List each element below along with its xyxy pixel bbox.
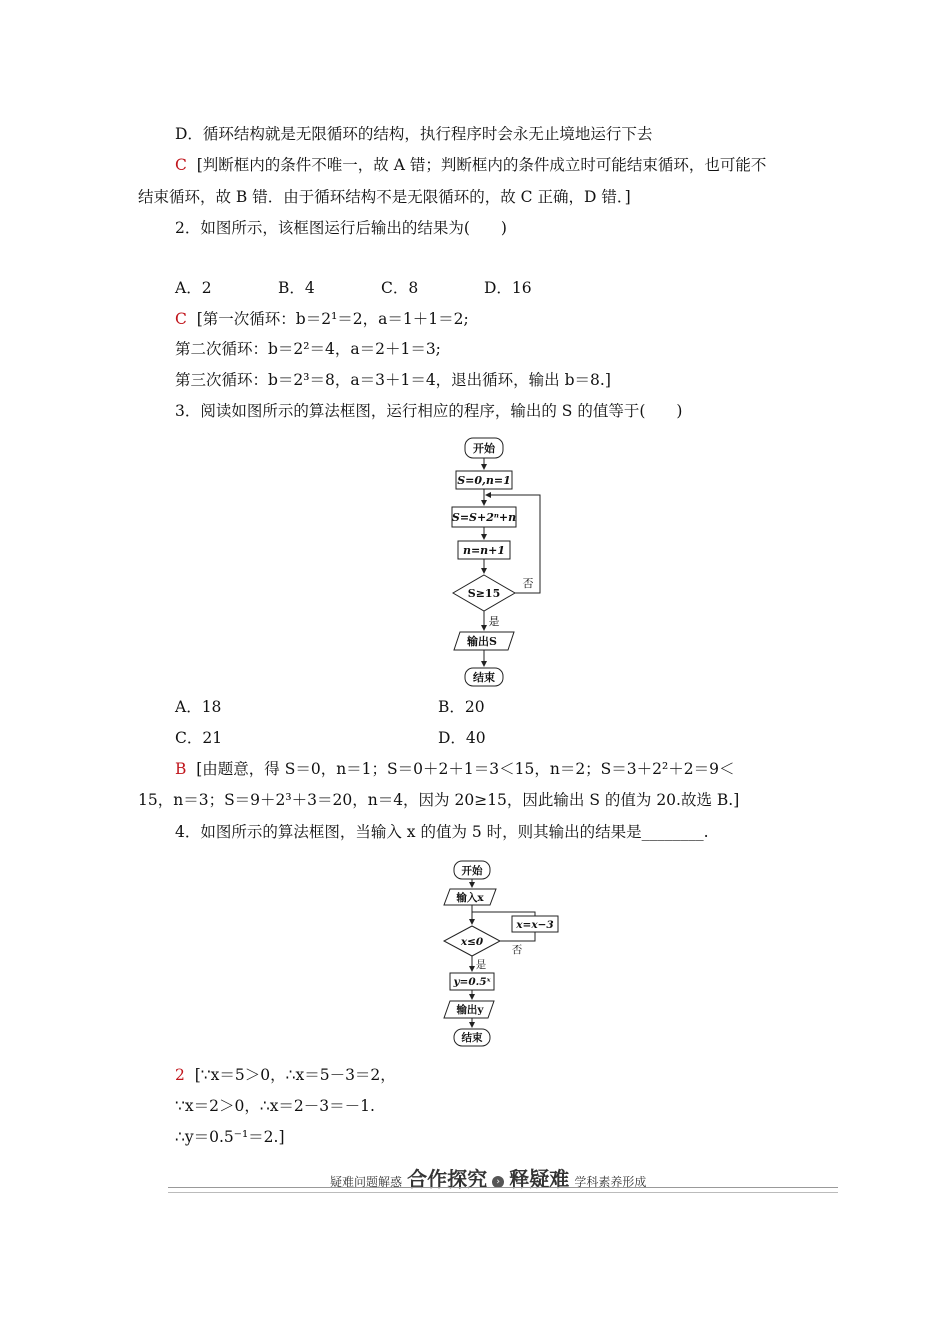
- q1-option-d: D．循环结构就是无限循环的结构，执行程序时会永无止境地运行下去: [175, 125, 653, 143]
- q3-init-label: S=0,n=1: [457, 474, 511, 487]
- q3-option-a: A．18: [175, 698, 222, 716]
- q4-solution-line1: [175, 1065, 396, 1085]
- q4-sol-1: [∵x＝5＞0，∴x＝5－3＝2，: [194, 1066, 396, 1084]
- q1-explanation-2: 结束循环，故 B 错．由于循环结构不是无限循环的，故 C 正确，D 错．]: [138, 188, 631, 206]
- q4-end-label: 结束: [461, 1032, 483, 1044]
- q4-yes-label: 是: [475, 959, 487, 971]
- q3-yes-label: 是: [488, 615, 500, 628]
- q3-solution-line1: [175, 759, 734, 779]
- q2-sol-3: 第三次循环：b＝2³＝8，a＝3＋1＝4，退出循环，输出 b＝8.]: [175, 371, 611, 389]
- q1-explanation-1: [判断框内的条件不唯一，故 A 错；判断框内的条件成立时可能结束循环，也可能不: [196, 156, 767, 174]
- section-banner: [330, 1163, 850, 1189]
- q4-sol-3: ∴y＝0.5⁻¹＝2.]: [175, 1128, 285, 1146]
- q2-option-d: D．16: [484, 279, 532, 297]
- q3-question: 3．阅读如图所示的算法框图，运行相应的程序，输出的 S 的值等于( ): [175, 402, 683, 420]
- q2-sol-2: 第二次循环：b＝2²＝4，a＝2＋1＝3;: [175, 340, 441, 358]
- chevron-right-icon: ›: [492, 1176, 504, 1188]
- q2-option-b: B．4: [278, 279, 315, 297]
- banner-divider: [168, 1187, 838, 1193]
- q4-start-label: 开始: [461, 865, 483, 877]
- q3-cond-label: S≥15: [467, 587, 501, 600]
- q4-no-label: 否: [511, 944, 523, 956]
- q4-cond-label: x≤0: [460, 936, 484, 948]
- q3-sol-2: 15，n＝3；S＝9＋2³＋3＝20，n＝4，因为 20≥15，因此输出 S 的值为 20.故选 B.]: [138, 791, 740, 809]
- banner-left-text: 疑难问题解惑: [330, 1175, 403, 1189]
- q3-option-d: D．40: [438, 729, 486, 747]
- q3-sol-1: [由题意，得 S＝0，n＝1；S＝0＋2＋1＝3＜15，n＝2；S＝3＋2²＋2＝9＜: [196, 760, 735, 778]
- q3-no-label: 否: [522, 577, 534, 590]
- q2-option-a: A．2: [175, 279, 212, 297]
- q4-answer: 2: [175, 1066, 185, 1084]
- q3-output-label: 输出S: [467, 635, 497, 648]
- q4-input-label: 输入x: [456, 892, 484, 904]
- q3-option-c: C．21: [175, 729, 223, 747]
- q4-output-label: 输出y: [456, 1004, 484, 1016]
- q4-question: 4．如图所示的算法框图，当输入 x 的值为 5 时，则其输出的结果是________.: [175, 823, 709, 841]
- q3-answer: B: [175, 760, 187, 778]
- q3-end-label: 结束: [473, 671, 495, 684]
- banner-title-a: 合作探究: [407, 1167, 488, 1191]
- banner-title-b: 释疑难: [509, 1167, 570, 1191]
- q4-sol-2: ∵x＝2＞0，∴x＝2－3＝－1.: [175, 1097, 375, 1115]
- q4-update-label: x=x−3: [516, 919, 554, 931]
- q3-update-n-label: n=n+1: [462, 544, 506, 557]
- q4-assign-label: y=0.5ˣ: [453, 976, 491, 988]
- q1-answer: C: [175, 156, 187, 174]
- q3-start-label: 开始: [473, 442, 495, 455]
- q2-sol-1: [第一次循环：b＝2¹＝2，a＝1＋1＝2;: [196, 310, 469, 328]
- q3-update-s-label: S=S+2ⁿ+n: [451, 511, 517, 524]
- q3-flowchart: [440, 433, 555, 691]
- q2-answer: C: [175, 310, 187, 328]
- q2-question: 2．如图所示，该框图运行后输出的结果为( ): [175, 219, 507, 237]
- q2-option-c: C．8: [381, 279, 419, 297]
- q4-flowchart: [434, 857, 564, 1050]
- q2-solution-line1: [175, 309, 469, 329]
- q3-option-b: B．20: [438, 698, 485, 716]
- banner-right-text: 学科素养形成: [574, 1175, 647, 1189]
- q1-solution-line1: [175, 155, 766, 175]
